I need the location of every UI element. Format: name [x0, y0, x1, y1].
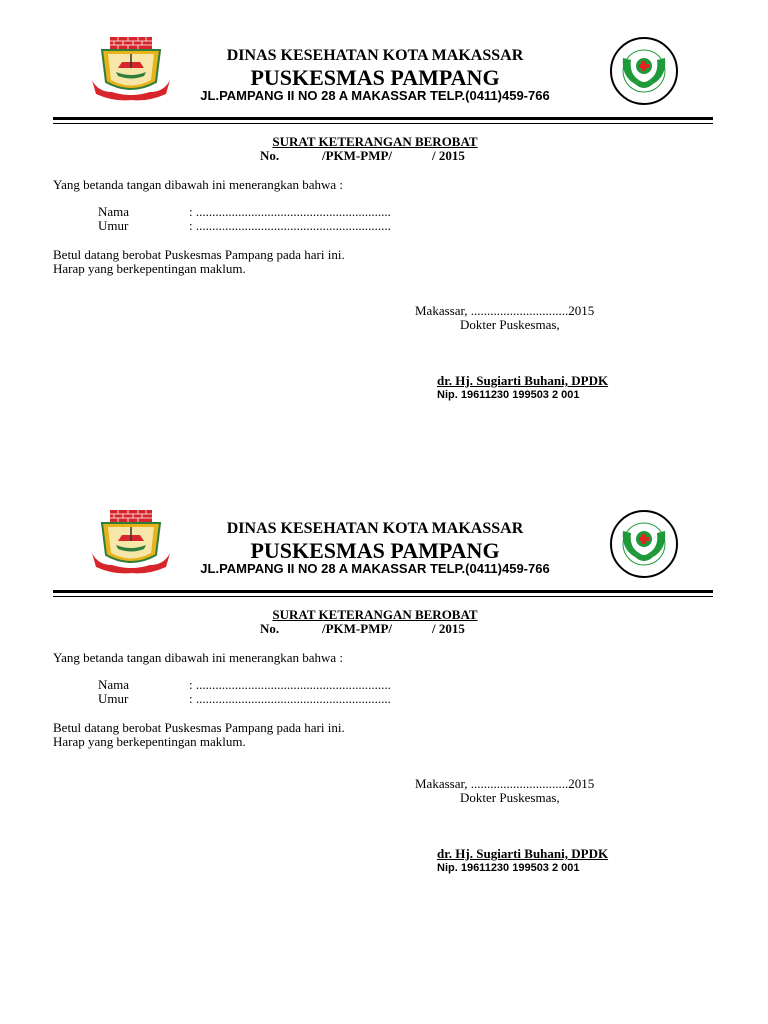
letter-subject: SURAT KETERANGAN BEROBAT: [272, 607, 478, 622]
header-divider-thick: [53, 590, 713, 593]
address-line: JL.PAMPANG II NO 28 A MAKASSAR TELP.(0411)459-766: [200, 561, 550, 576]
signer-name: dr. Hj. Sugiarti Buhani, DPDK: [437, 373, 609, 388]
field-value-nama: : ............................................................: [189, 204, 391, 219]
field-value-nama: : ............................................................: [189, 677, 391, 692]
header-divider-thin: [53, 123, 713, 124]
address-line: JL.PAMPANG II NO 28 A MAKASSAR TELP.(0411)459-766: [200, 88, 550, 103]
agency-title: DINAS KESEHATAN KOTA MAKASSAR: [226, 520, 524, 537]
puskesmas-title: PUSKESMAS PAMPANG: [250, 65, 500, 90]
letter-subject: SURAT KETERANGAN BEROBAT: [272, 134, 478, 149]
body-line-1: Betul datang berobat Puskesmas Pampang pada hari ini.: [53, 247, 345, 262]
signer-name: dr. Hj. Sugiarti Buhani, DPDK: [437, 846, 609, 861]
intro-text: Yang betanda tangan dibawah ini menerangkan bahwa :: [53, 177, 344, 192]
field-label-umur: Umur: [98, 691, 129, 706]
agency-title: DINAS KESEHATAN KOTA MAKASSAR: [226, 47, 524, 64]
number-prefix: No.: [260, 148, 280, 163]
place-date: Makassar, ..............................2015: [415, 303, 595, 318]
body-line-2: Harap yang berkepentingan maklum.: [53, 734, 246, 749]
place-date: Makassar, ..............................2015: [415, 776, 595, 791]
letter-1: [0, 30, 768, 450]
field-value-umur: : ............................................................: [189, 218, 391, 233]
puskesmas-title: PUSKESMAS PAMPANG: [250, 538, 500, 563]
body-line-2: Harap yang berkepentingan maklum.: [53, 261, 246, 276]
body-line-1: Betul datang berobat Puskesmas Pampang pada hari ini.: [53, 720, 345, 735]
field-label-nama: Nama: [98, 677, 130, 692]
number-year: / 2015: [432, 621, 465, 636]
signer-title: Dokter Puskesmas,: [460, 317, 560, 332]
number-code: /PKM-PMP/: [322, 148, 393, 163]
field-label-umur: Umur: [98, 218, 129, 233]
number-code: /PKM-PMP/: [322, 621, 393, 636]
number-prefix: No.: [260, 621, 280, 636]
signer-nip: Nip. 19611230 199503 2 001: [437, 389, 580, 401]
signer-title: Dokter Puskesmas,: [460, 790, 560, 805]
signer-nip: Nip. 19611230 199503 2 001: [437, 862, 580, 874]
letter-2: [0, 503, 768, 923]
header-divider-thin: [53, 596, 713, 597]
field-value-umur: : ............................................................: [189, 691, 391, 706]
field-label-nama: Nama: [98, 204, 130, 219]
header-divider-thick: [53, 117, 713, 120]
number-year: / 2015: [432, 148, 465, 163]
intro-text: Yang betanda tangan dibawah ini menerangkan bahwa :: [53, 650, 344, 665]
